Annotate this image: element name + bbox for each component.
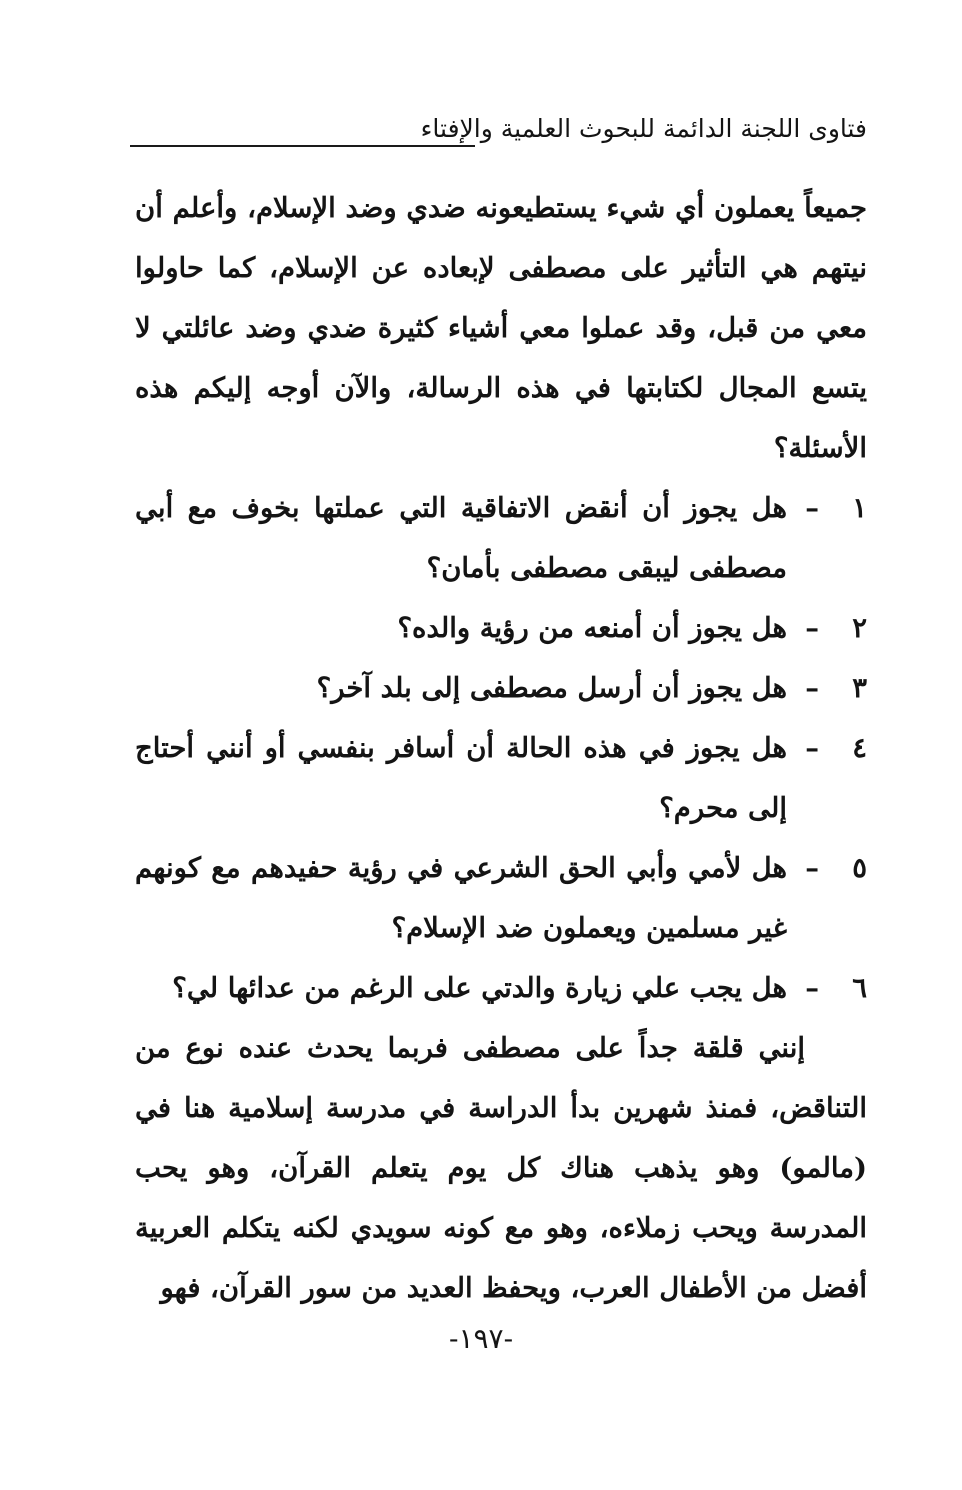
closing-paragraph: إنني قلقة جداً على مصطفى فربما يحدث عنده نوع من التناقض، فمنذ شهرين بدأ الدراسة في مدرسة إسلامية هنا في (مالمو) وهو يذهب هناك كل يوم يتعلم القرآن، وهو يحب المدرسة ويحب زملاءه، وهو مع كونه سويدي لكنه يتكلم العربية أفضل من الأطفال العرب، ويحفظ العديد من سور القرآن، فهو	[135, 1032, 867, 1304]
page-number: -١٩٧-	[448, 1322, 514, 1355]
question-text: هل يجوز أن أمنعه من رؤية والده؟	[397, 612, 787, 644]
question-text: هل لأمي وأبي الحق الشرعي في رؤية حفيدهم مع كونهم غير مسلمين ويعملون ضد الإسلام؟	[135, 852, 787, 944]
intro-paragraph: جميعاً يعملون أي شيء يستطيعونه ضدي وضد الإسلام، وأعلم أن نيتهم هي التأثير على مصطفى لإبعاده عن الإسلام، كما حاولوا معي من قبل، وقد عملوا معي أشياء كثيرة ضدي وضد عائلتي لا يتسع المجال لكتابتها في هذه الرسالة، والآن أوجه إليكم هذه الأسئلة؟	[135, 192, 867, 464]
question-dash: –	[805, 612, 819, 644]
question-dash: –	[805, 732, 819, 764]
question-dash: –	[805, 852, 819, 884]
running-header-title: فتاوى اللجنة الدائمة للبحوث العلمية والإفتاء	[420, 114, 867, 143]
question-number: ٢	[852, 612, 867, 644]
question-text: هل يجوز أن أرسل مصطفى إلى بلد آخر؟	[316, 672, 787, 704]
header-rule	[130, 145, 475, 147]
question-item	[135, 598, 867, 658]
question-item	[135, 958, 867, 1018]
question-dash: –	[805, 492, 819, 524]
question-dash: –	[805, 672, 819, 704]
question-dash: –	[805, 972, 819, 1004]
question-item	[135, 478, 867, 598]
question-text: هل يجوز أن أنقض الاتفاقية التي عملتها بخوف مع أبي مصطفى ليبقى مصطفى بأمان؟	[135, 492, 787, 584]
question-item	[135, 658, 867, 718]
running-header	[130, 112, 867, 156]
question-number: ٤	[852, 732, 867, 764]
body-text	[135, 178, 867, 1318]
question-number: ١	[852, 492, 867, 524]
question-text: هل يجب علي زيارة والدتي على الرغم من عدائها لي؟	[172, 972, 787, 1004]
question-number: ٣	[852, 672, 867, 704]
question-text: هل يجوز في هذه الحالة أن أسافر بنفسي أو أنني أحتاج إلى محرم؟	[135, 732, 787, 824]
question-item	[135, 718, 867, 838]
question-number: ٦	[852, 972, 867, 1004]
question-item	[135, 838, 867, 958]
question-number: ٥	[852, 852, 867, 884]
questions-list	[135, 478, 867, 1018]
